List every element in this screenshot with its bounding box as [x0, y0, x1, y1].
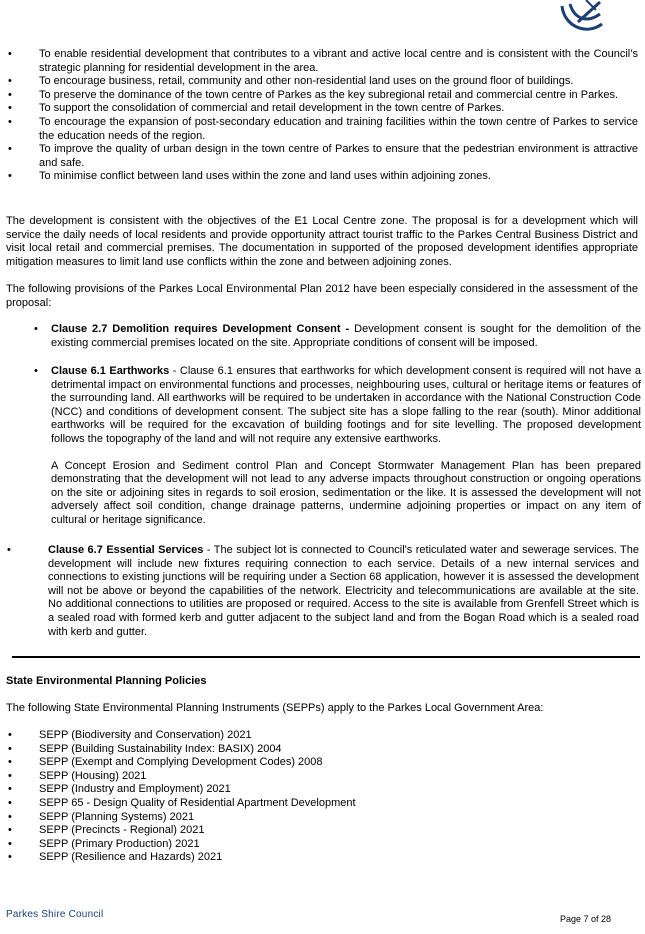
page-number: Page 7 of 28 [560, 914, 612, 924]
sepp-item: • SEPP (Exempt and Complying Development Codes) 2008 [6, 756, 606, 770]
objective-item: • To encourage business, retail, community and other non-residential land uses on the ground floor of buildings. [6, 75, 638, 89]
zone-objectives-list [6, 48, 638, 184]
zone-consistency-paragraph: The development is consistent with the objectives of the E1 Local Centre zone. The proposal is for a development which will service the daily needs of local residents and provide opportunity attract tourist traffic to the Parkes Central Business District and visit local retail and commercial premises. The documentation in supported of the proposed development identifies appropriate mitigation measures to limit land use conflicts within the zone and between adjoining zones. [6, 215, 638, 268]
sepp-item: • SEPP (Primary Production) 2021 [6, 838, 606, 852]
sepp-item: • SEPP (Resilience and Hazards) 2021 [6, 851, 606, 865]
clause-title: Clause 6.1 Earthworks [51, 365, 170, 377]
clause-text: - Clause 6.1 ensures that earthworks for which development consent is required will not have a detrimental impact on environmental functions and processes, neighbouring uses, cultural or heritage items or features of the surrounding land. All earthworks will be required to be undertaken in accordance with the National Construction Code (NCC) and conditions of development consent. The subject site has a slope falling to the rear (south). Minor additional earthworks will be required for the excavation of building footings and for site levelling. The proposed development follows the topography of the land and will not require any extensive earthworks. [51, 365, 641, 445]
sepp-item: • SEPP (Housing) 2021 [6, 770, 606, 784]
lep-provisions-intro: The following provisions of the Parkes Local Environmental Plan 2012 have been especially considered in the assessment of the proposal: [6, 283, 638, 309]
council-name-footer: Parkes Shire Council [6, 909, 104, 920]
council-globe-logo-icon [556, 0, 606, 36]
sepp-item: • SEPP (Precincts - Regional) 2021 [6, 824, 606, 838]
bullet: • [34, 323, 38, 335]
objective-item: • To enable residential development that contributes to a vibrant and active local centre and is consistent with the Council’s strategic planning for residential development in the area. [6, 48, 638, 75]
sepp-intro: The following State Environmental Planning Instruments (SEPPs) apply to the Parkes Local Government Area: [6, 702, 544, 714]
objective-item: • To improve the quality of urban design in the town centre of Parkes to ensure that the pedestrian environment is attractive and safe. [6, 143, 638, 170]
clause-text: Development consent is sought for the demolition of the existing commercial premises located on the site. Appropriate conditions of consent will be imposed. [51, 323, 641, 349]
clause-text: - The subject lot is connected to Council's reticulated water and sewerage services. The development will include new fixtures requiring connection to each service. Details of a new internal services and connections to existing junctions will be requiring under a Section 68 application, however it is assessed the development will not be above or beyond the capabilities of the network. Electricity and telecommunications are available at the site. No additional connections to utilities are proposed or required. Access to the site is available from Grenfell Street which is a sealed road with formed kerb and gutter adjacent to the subject land and from the Bogan Road which is a sealed road with kerb and gutter. [48, 544, 639, 638]
clause-sub-paragraph: A Concept Erosion and Sediment control Plan and Concept Stormwater Management Plan has been prepared demonstrating that the development will not lead to any adverse impacts throughout construction or ongoing operations on the site or adjoining sites in regards to soil erosion, sedimentation or the like. It is assessed the development will not adversely affect soil condition, change drainage patterns, undermine adjoining properties or impact on any item of cultural or heritage significance. [51, 459, 641, 526]
objective-item: • To support the consolidation of commercial and retail development in the town centre of Parkes. [6, 102, 638, 116]
clause-2-7 [34, 323, 641, 350]
bullet: • [7, 544, 11, 556]
section-divider [12, 656, 640, 658]
clause-title: Clause 2.7 Demolition requires Development Consent - [51, 323, 350, 335]
clause-6-7 [7, 544, 639, 639]
clause-title: Clause 6.7 Essential Services [48, 544, 204, 556]
objective-item: • To encourage the expansion of post-secondary education and training facilities within the town centre of Parkes to service the education needs of the region. [6, 116, 638, 143]
sepp-item: • SEPP (Industry and Employment) 2021 [6, 783, 606, 797]
sepp-item: • SEPP (Building Sustainability Index: BASIX) 2004 [6, 743, 606, 757]
objective-item: • To preserve the dominance of the town centre of Parkes as the key subregional retail and commercial centre in Parkes. [6, 89, 638, 103]
sepp-item: • SEPP 65 - Design Quality of Residential Apartment Development [6, 797, 606, 811]
sepp-item: • SEPP (Biodiversity and Conservation) 2021 [6, 729, 606, 743]
sepp-list [6, 729, 606, 865]
clause-6-1 [34, 365, 641, 528]
sepp-item: • SEPP (Planning Systems) 2021 [6, 811, 606, 825]
bullet: • [34, 365, 38, 377]
objective-item: • To minimise conflict between land uses within the zone and land uses within adjoining zones. [6, 170, 638, 184]
sepp-heading: State Environmental Planning Policies [6, 675, 207, 687]
